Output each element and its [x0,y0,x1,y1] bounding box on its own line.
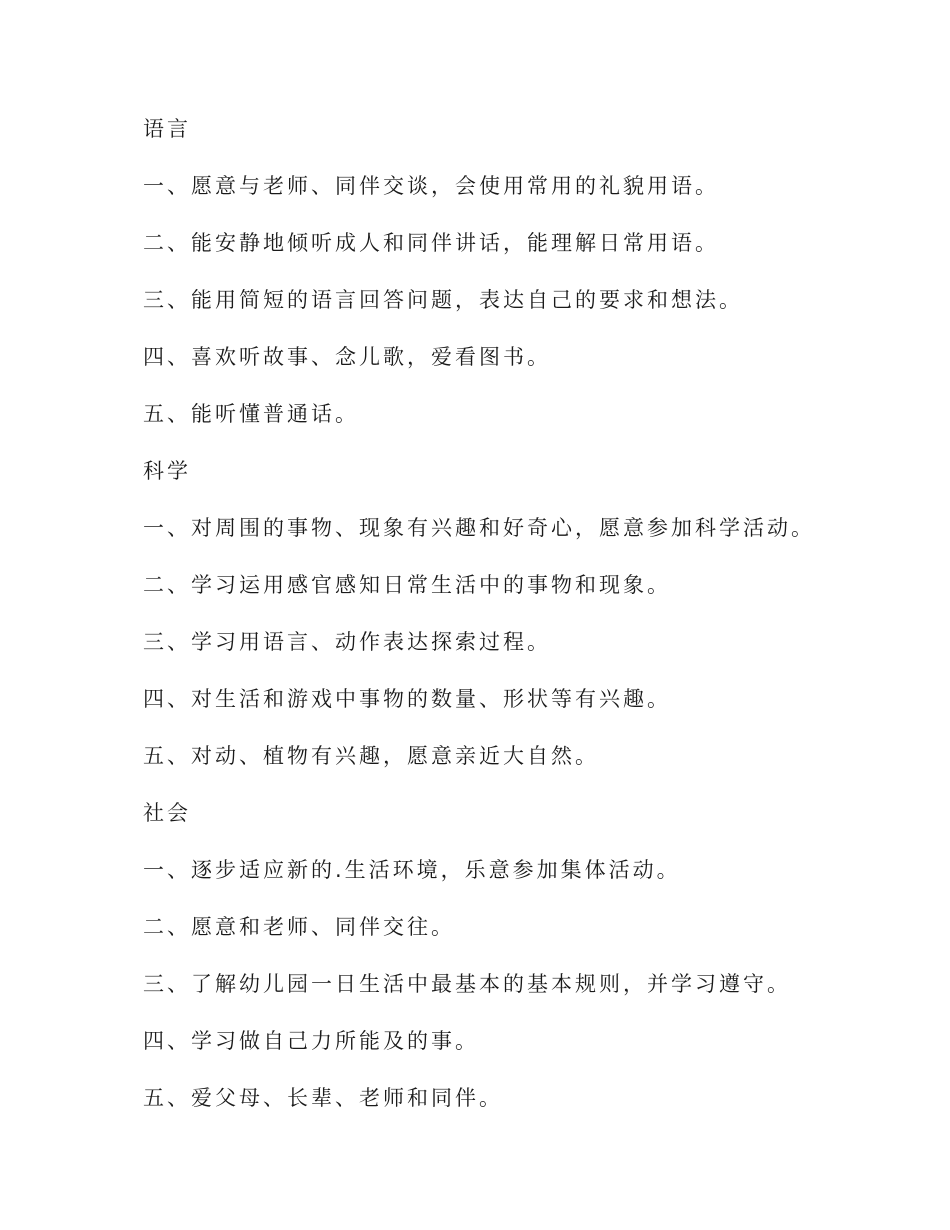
section-heading-language: 语言 [143,117,191,141]
language-item-3: 三、能用简短的语言回答问题，表达自己的要求和想法。 [143,288,743,312]
section-heading-science: 科学 [143,459,191,483]
section-heading-society: 社会 [143,801,191,825]
language-item-2: 二、能安静地倾听成人和同伴讲话，能理解日常用语。 [143,231,719,255]
science-item-2: 二、学习运用感官感知日常生活中的事物和现象。 [143,573,671,597]
society-item-5: 五、爱父母、长辈、老师和同伴。 [143,1086,503,1110]
language-item-1: 一、愿意与老师、同伴交谈，会使用常用的礼貌用语。 [143,174,719,198]
society-item-3: 三、了解幼儿园一日生活中最基本的基本规则，并学习遵守。 [143,972,791,996]
science-item-4: 四、对生活和游戏中事物的数量、形状等有兴趣。 [143,687,671,711]
society-item-4: 四、学习做自己力所能及的事。 [143,1029,479,1053]
science-item-5: 五、对动、植物有兴趣，愿意亲近大自然。 [143,744,599,768]
science-item-1: 一、对周围的事物、现象有兴趣和好奇心，愿意参加科学活动。 [143,516,815,540]
document-body [143,112,933,1138]
language-item-4: 四、喜欢听故事、念儿歌，爱看图书。 [143,345,551,369]
society-item-2: 二、愿意和老师、同伴交往。 [143,915,455,939]
science-item-3: 三、学习用语言、动作表达探索过程。 [143,630,551,654]
society-item-1: 一、逐步适应新的.生活环境，乐意参加集体活动。 [143,858,681,882]
language-item-5: 五、能听懂普通话。 [143,402,359,426]
